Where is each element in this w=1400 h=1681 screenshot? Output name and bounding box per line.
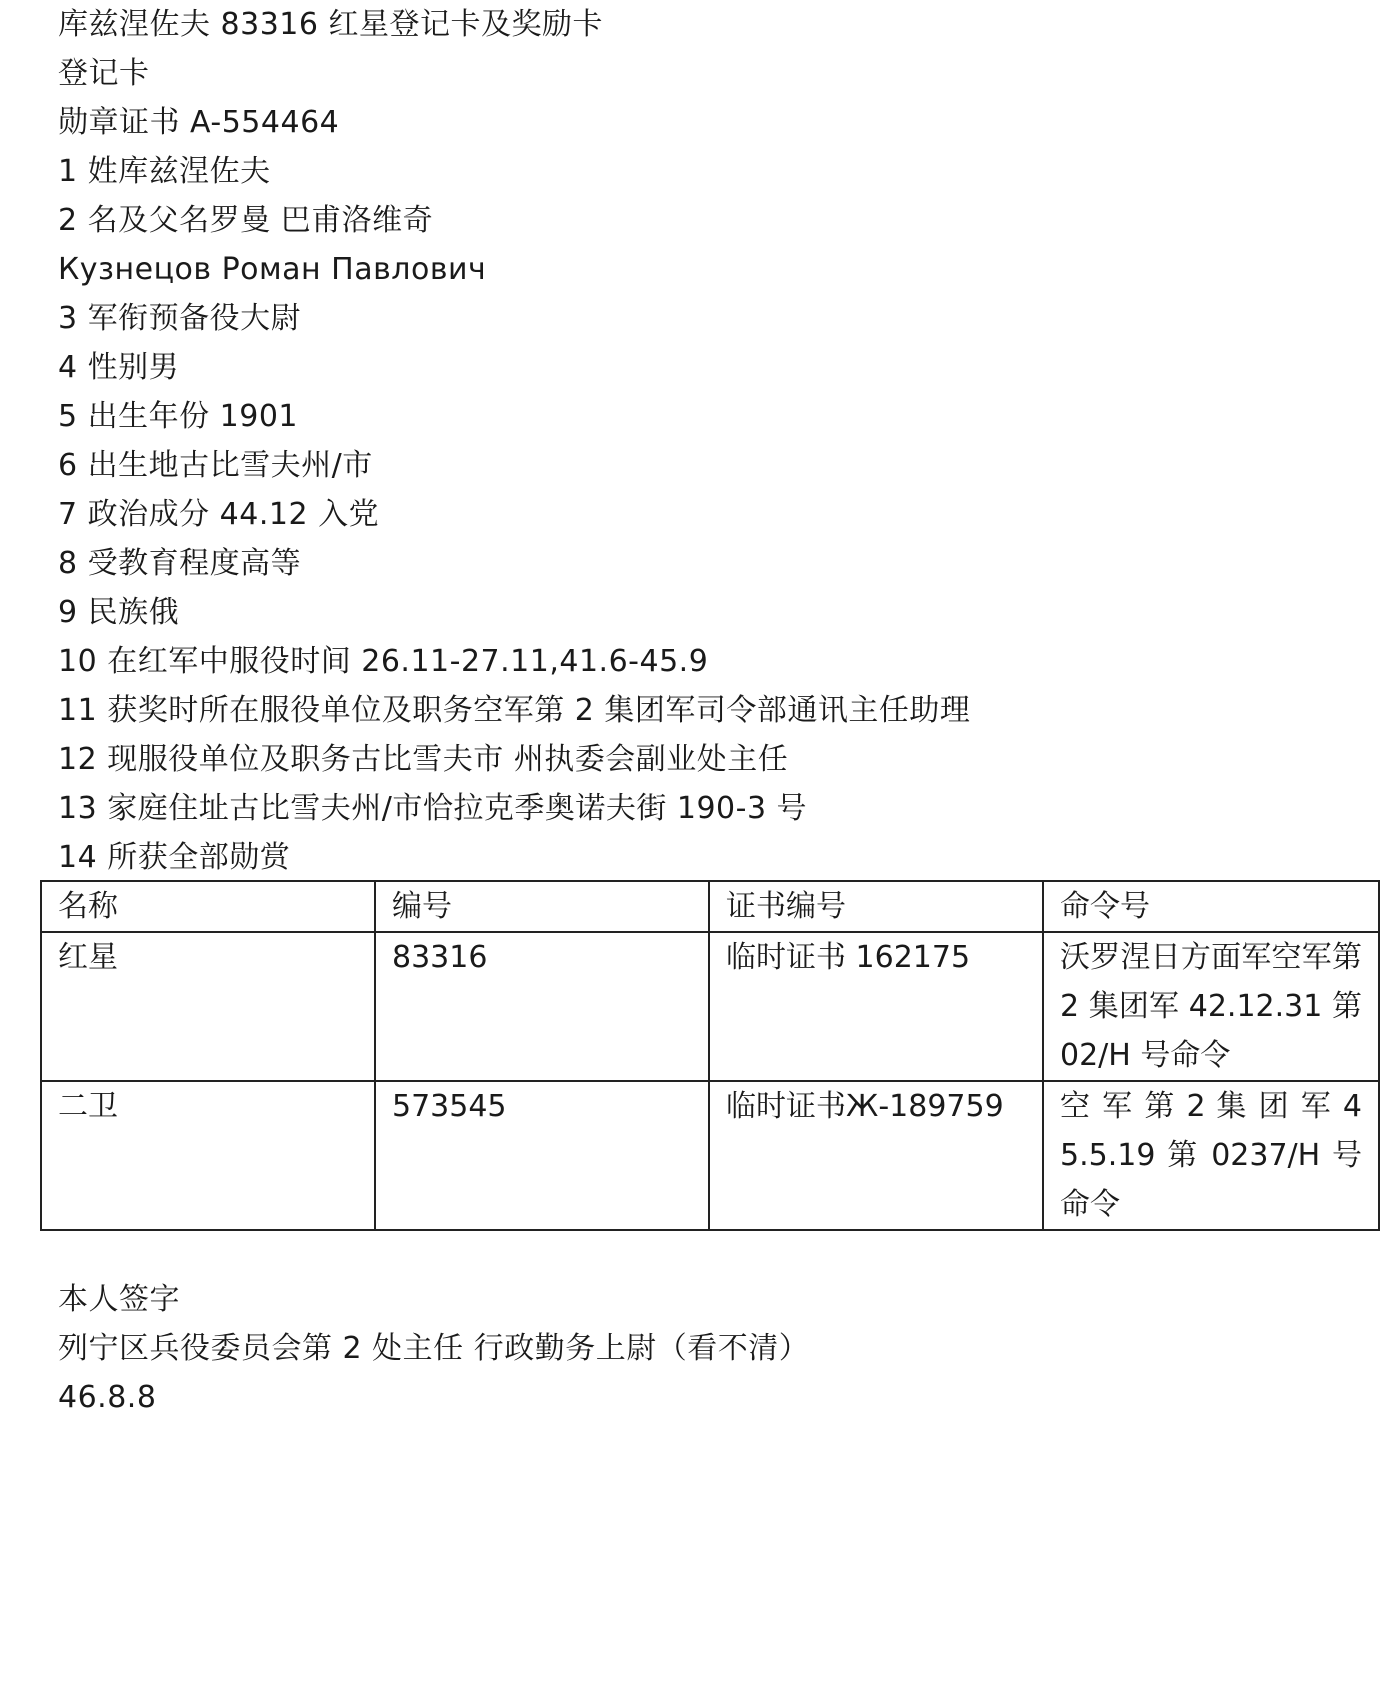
field-party: 7 政治成分 44.12 入党 [58,497,380,532]
field-surname: 1 姓库兹涅佐夫 [58,154,271,189]
field-current-unit: 12 现服役单位及职务古比雪夫市 州执委会副业处主任 [58,742,789,777]
field-home-address: 13 家庭住址古比雪夫州/市恰拉克季奥诺夫街 190-3 号 [58,791,808,826]
field-service-period: 10 在红军中服役时间 26.11-27.11,41.6-45.9 [58,644,709,679]
signature-section [58,1275,1358,1422]
cell-award-name: 二卫 [41,1081,375,1230]
registration-card-text [58,0,1358,882]
cell-award-name: 红星 [41,932,375,1081]
signature-label: 本人签字 [58,1282,180,1317]
cell-award-number: 573545 [375,1081,709,1230]
cell-certificate: 临时证书Ж-189759 [709,1081,1043,1230]
field-birth-year: 5 出生年份 1901 [58,399,299,434]
table-header-row [41,881,1379,932]
awards-table [40,880,1380,1231]
signature-date: 46.8.8 [58,1380,157,1415]
document-title: 库兹涅佐夫 83316 红星登记卡及奖励卡 [58,7,604,42]
table-row [41,1081,1379,1230]
cell-order: 沃罗涅日方面军空军第 2 集团军 42.12.31 第 02/H 号命令 [1043,932,1379,1081]
field-rank: 3 军衔预备役大尉 [58,301,302,336]
cell-certificate: 临时证书 162175 [709,932,1043,1081]
medal-certificate: 勋章证书 A-554464 [58,105,340,140]
field-nationality: 9 民族俄 [58,595,180,630]
field-all-awards: 14 所获全部勋赏 [58,840,291,875]
header-certificate: 证书编号 [709,881,1043,932]
signatory-title: 列宁区兵役委员会第 2 处主任 行政勤务上尉（看不清） [58,1331,810,1366]
card-label: 登记卡 [58,56,150,91]
header-number: 编号 [375,881,709,932]
cell-order: 空 军 第 2 集 团 军 45.5.19 第 0237/H 号命令 [1043,1081,1379,1230]
field-education: 8 受教育程度高等 [58,546,302,581]
field-russian-name: Кузнецов Роман Павлович [58,252,487,287]
table-row [41,932,1379,1081]
field-birthplace: 6 出生地古比雪夫州/市 [58,448,373,483]
header-order: 命令号 [1043,881,1379,932]
header-name: 名称 [41,881,375,932]
field-sex: 4 性别男 [58,350,180,385]
cell-award-number: 83316 [375,932,709,1081]
field-name-patronymic: 2 名及父名罗曼 巴甫洛维奇 [58,203,434,238]
field-unit-at-award: 11 获奖时所在服役单位及职务空军第 2 集团军司令部通讯主任助理 [58,693,971,728]
